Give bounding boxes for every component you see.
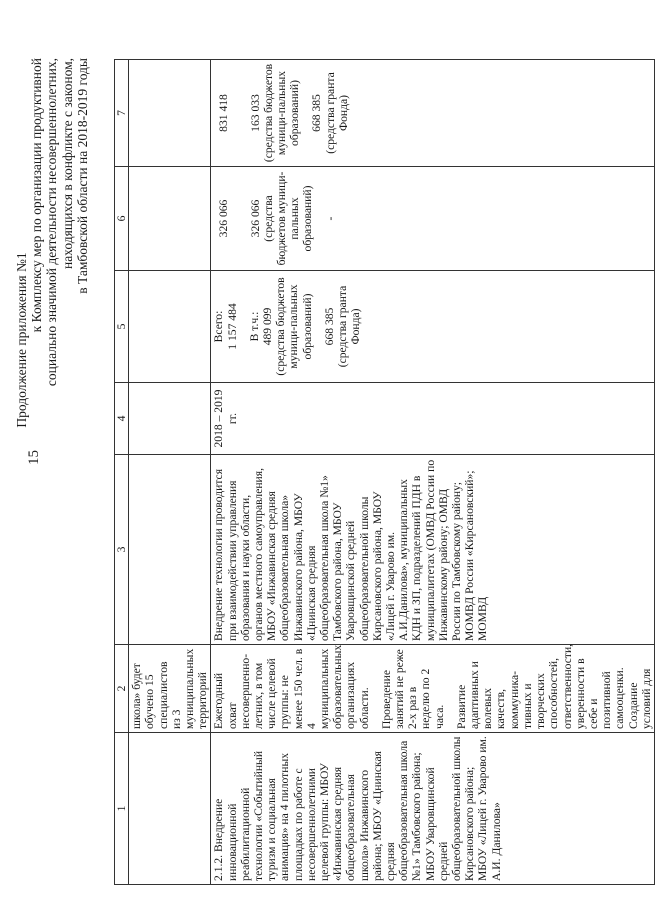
expected-results-cell	[211, 645, 655, 733]
table-cell	[129, 167, 211, 271]
table-row-main	[211, 60, 655, 885]
column-number: 4	[115, 383, 129, 455]
column-number: 2	[115, 645, 129, 733]
column-number: 5	[115, 271, 129, 383]
period-cell: 2018 – 2019 гг.	[211, 383, 655, 455]
year1-muni: 326 066	[248, 199, 262, 238]
measures-table	[114, 59, 655, 885]
fund-note: (средства гранта Фонда)	[336, 285, 363, 368]
result-sessions: Проведение занятий не реже 2-х раз в неделю по 2 часа.	[379, 649, 446, 729]
heading-line: к Комплексу мер по организации продуктивной	[29, 58, 45, 333]
table-cell	[129, 383, 211, 455]
result-development: Развитие адаптивных и волевых качеств, коммуника-тивных и творческих способностей, ответственности, уверенности в себе и позитивной самооценки. Создание условий для	[454, 643, 653, 729]
page-number: 15	[26, 450, 42, 465]
year2-fund-note: (средства гранта Фонда)	[323, 72, 350, 154]
implementation-cell: Внедрение технологии проводится при взаимодействии управления образования и науки области, органов местного самоуправления, МБОУ «Инжавинская средняя общеобразовательная школа» Инжавинского района, МБОУ «Цнинская средняя общеобразовательная школа №1» Тамбовского района, МБОУ Уваровщинской средней общеобразовательной школы Кирсановского района, МБОУ «Лицей г. Уварово им. А.И.Данилова», муниципальных КДН и ЗП, подразделений ПДН в муниципалитетах (ОМВД России по Инжавинскому району; ОМВД России по Тамбовскому району; МОМВД России «Кирсановский»; МОМВД	[211, 455, 655, 645]
table-row-continuation	[129, 60, 211, 885]
year2-total: 831 418	[217, 94, 231, 132]
year2-fund: 668 385	[310, 94, 324, 132]
column-number-row	[115, 60, 129, 885]
heading-line: в Тамбовской области на 2018-2019 годы	[74, 58, 90, 294]
funding-total-cell	[211, 271, 655, 383]
incl-label: В т.ч.:	[247, 311, 261, 342]
table-cell	[129, 733, 211, 885]
result-coverage: Ежегодный охват несовершенно-летних, в том числе целевой группы: не менее 150 чел. в 4 муниципальных образовательных организациях области.	[212, 644, 371, 729]
column-number: 3	[115, 455, 129, 645]
funding-2019-cell	[211, 60, 655, 167]
column-number: 1	[115, 733, 129, 885]
total-value: 1 157 484	[225, 303, 239, 350]
year1-total: 326 066	[217, 199, 231, 238]
funding-2018-cell	[211, 167, 655, 271]
column-number: 7	[115, 60, 129, 167]
column-number: 6	[115, 167, 129, 271]
measure-description-cell: 2.1.2. Внедрение инновационной реабилитационной технологии «Событийный туризм и социальная анимация» на 4 пилотных площадках по работе с несовершеннолетними целевой группы: МБОУ «Инжавинская средняя общеобразовательная школа» Инжавинского района; МБОУ «Цнинская средняя общеобразовательная школа №1» Тамбовского района; МБОУ Уваровщинской средней общеобразовательной школы Кирсановского района; МБОУ «Лицей г. Уварово им. А.И. Данилова»	[211, 733, 655, 885]
year1-fund: -	[323, 216, 337, 221]
muni-value: 489 099	[261, 307, 275, 346]
year2-muni: 163 033	[248, 94, 262, 132]
table-cell	[129, 60, 211, 167]
heading-line: социально значимой деятельности несовершеннолетних,	[44, 58, 60, 387]
table-cell	[129, 271, 211, 383]
muni-note: (средства бюджетов муници-пальных образований)	[274, 277, 314, 376]
table-cell: школа» будет обучено 15 специалистов из 3 муниципальных территорий	[129, 645, 211, 733]
year1-muni-note: (средства бюджетов муници-пальных образований)	[261, 171, 315, 266]
heading-continuation: Продолжение приложения №1	[14, 252, 29, 428]
total-label: Всего:	[212, 310, 226, 343]
appendix-heading	[14, 58, 90, 618]
year2-muni-note: (средства бюджетов муници-пальных образований)	[261, 63, 302, 163]
heading-line: находящихся в конфликте с законом,	[59, 58, 75, 270]
fund-value: 668 385	[322, 307, 336, 346]
table-cell	[129, 455, 211, 645]
